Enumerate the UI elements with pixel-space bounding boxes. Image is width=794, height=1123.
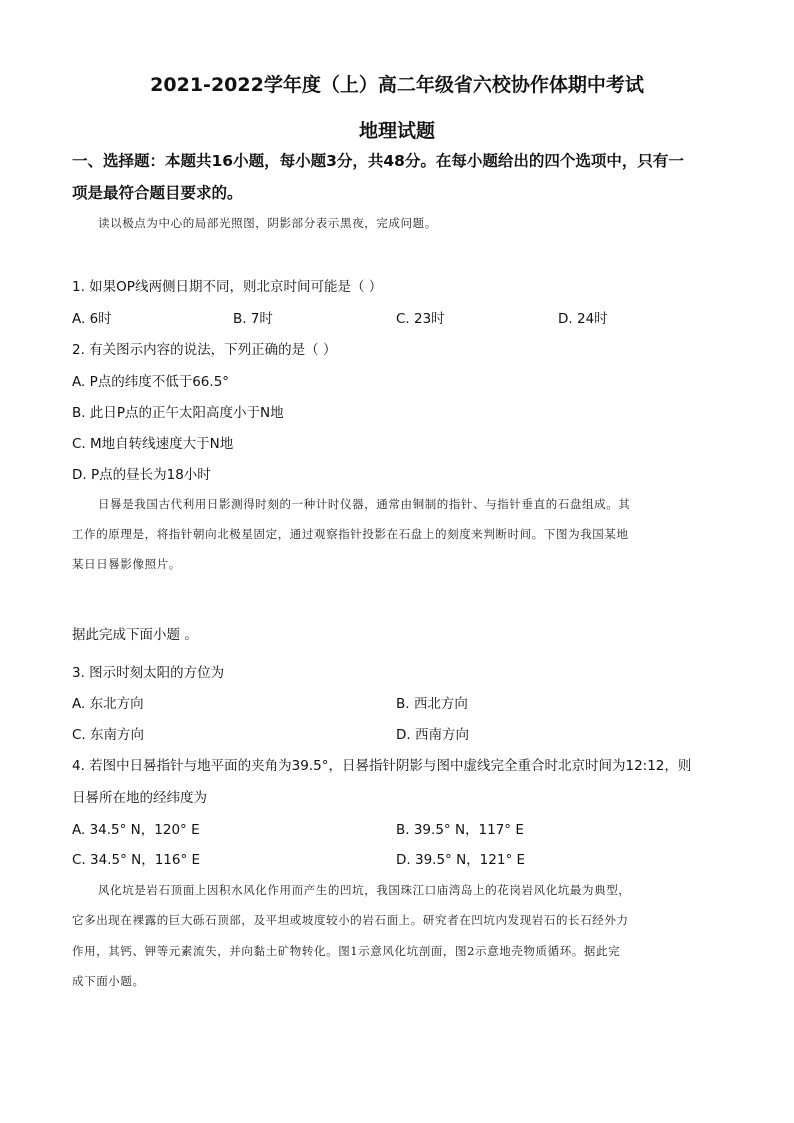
question-4-stem-line-2: 日晷所在地的经纬度为 (72, 790, 207, 806)
question-2-option-c: C. M地自转线速度大于N地 (72, 436, 234, 452)
passage-2-line-1: 日晷是我国古代利用日影测得时刻的一种计时仪器，通常由铜制的指针、与指针垂直的石盘组成。其 (98, 497, 631, 511)
passage-3-line-4: 成下面小题。 (72, 974, 145, 988)
question-2-stem: 2. 有关图示内容的说法，下列正确的是（ ） (72, 342, 337, 358)
question-4-option-a: A. 34.5° N，120° E (72, 822, 200, 838)
question-2-option-b: B. 此日P点的正午太阳高度小于N地 (72, 405, 284, 421)
question-3-option-d: D. 西南方向 (396, 727, 469, 743)
page-title: 2021-2022学年度（上）高二年级省六校协作体期中考试 (150, 74, 644, 96)
question-3-option-b: B. 西北方向 (396, 696, 468, 712)
question-4-option-b: B. 39.5° N，117° E (396, 822, 524, 838)
question-1-option-c: C. 23时 (396, 311, 445, 327)
instruction: 据此完成下面小题 。 (72, 627, 198, 643)
question-1-option-b: B. 7时 (233, 311, 273, 327)
question-1-option-d: D. 24时 (558, 311, 608, 327)
passage-1: 读以极点为中心的局部光照图，阴影部分表示黑夜，完成问题。 (98, 216, 437, 230)
question-4-option-c: C. 34.5° N，116° E (72, 852, 201, 868)
question-2-option-d: D. P点的昼长为18小时 (72, 467, 211, 483)
question-4-option-d: D. 39.5° N，121° E (396, 852, 526, 868)
page-subtitle: 地理试题 (358, 120, 435, 142)
question-3-option-a: A. 东北方向 (72, 696, 144, 712)
question-4-stem-line-1: 4. 若图中日晷指针与地平面的夹角为39.5°，日晷指针阴影与图中虚线完全重合时北京时间为12:12，则 (72, 758, 692, 774)
passage-2-line-3: 某日日晷影像照片。 (72, 557, 181, 571)
passage-2-line-2: 工作的原理是，将指针朝向北极星固定，通过观察指针投影在石盘上的刻度来判断时间。下图为我国某地 (72, 527, 629, 541)
question-2-option-a: A. P点的纬度不低于66.5° (72, 374, 230, 390)
passage-3-line-2: 它多出现在裸露的巨大砾石顶部，及平坦或坡度较小的岩石面上。研究者在凹坑内发现岩石的长石经外力 (72, 913, 629, 927)
question-3-option-c: C. 东南方向 (72, 727, 145, 743)
question-1-stem: 1. 如果OP线两侧日期不同，则北京时间可能是（ ） (72, 279, 383, 295)
section-heading-line-1: 一、选择题：本题共16小题，每小题3分，共48分。在每小题给出的四个选项中，只有一 (72, 152, 684, 170)
question-3-stem: 3. 图示时刻太阳的方位为 (72, 665, 225, 681)
section-heading-line-2: 项是最符合题目要求的。 (72, 184, 243, 202)
passage-3-line-3: 作用，其钙、钾等元素流失，并向黏土矿物转化。图1示意风化坑剖面，图2示意地壳物质循环。据此完 (72, 944, 621, 958)
question-1-option-a: A. 6时 (72, 311, 112, 327)
passage-3-line-1: 风化坑是岩石顶面上因积水风化作用而产生的凹坑，我国珠江口庙湾岛上的花岗岩风化坑最为典型， (98, 883, 631, 897)
